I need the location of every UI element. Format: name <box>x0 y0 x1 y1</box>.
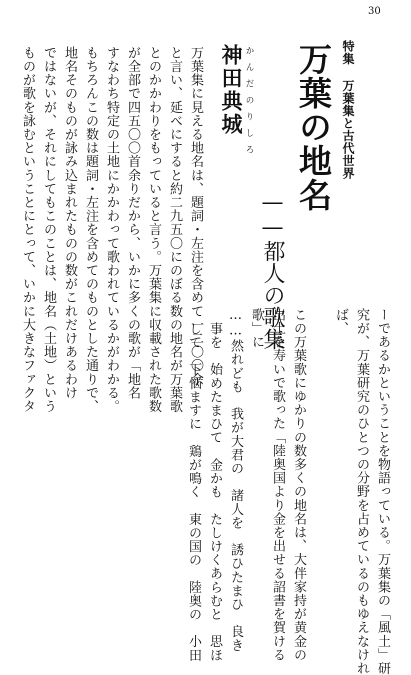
article-subtitle: ——都人の歌集 <box>260 190 285 350</box>
body-column: と言い、延べにすると約二九五〇にのぼる数の地名が万葉歌 <box>167 46 182 414</box>
body-column: もちろんこの数は題詞・左注を含めてのものとした通りで、 <box>83 46 98 414</box>
article-title: 万葉の地名 <box>294 42 333 212</box>
body-column: とのかかわりをもっていると言う。万葉集に収載された歌数 <box>146 46 161 414</box>
body-column: が全部で四五〇〇首余りだから、いかに多くの歌が「地名 <box>125 46 140 400</box>
poem-column: 事を 始めたまひて 金かも たしけくあらむと 思ほ <box>207 322 222 662</box>
author-name: 神田典城 <box>219 44 244 136</box>
body-column: 出土を寿いで歌った「陸奥国より金を出せる詔書を賀ける <box>270 308 285 662</box>
body-column: 究が、万葉研究のひとつの分野を占めているのもゆえなけれ <box>354 308 369 675</box>
feature-label: 特集 万葉集と古代世界 <box>341 40 355 180</box>
page-number: 30 <box>368 6 381 17</box>
body-column: 万葉集に見える地名は、題詞・左注を含めて一二〇〇余 <box>188 46 203 386</box>
poem-column: して 下悩ますに 鶏が鳴く 東の国の 陸奥の 小田 <box>186 322 201 662</box>
body-column: ーであるかということを物語っている。万葉集の「風土」研 <box>375 308 390 675</box>
body-column: ものが歌を詠むということにとって、いかに大きなファクタ <box>20 46 35 414</box>
author-ruby: かんだのりしろ <box>244 46 254 162</box>
body-column: この万葉歌にゆかりの数多くの地名は、大伴家持が黄金の <box>291 308 306 662</box>
poem-column: ……然れども 我が大君の 諸人を 誘ひたまひ 良き <box>228 308 243 652</box>
body-column: ば、 <box>333 308 348 336</box>
body-column: 地名そのものが詠み込まれたものの数がこれだけあるわけ <box>62 46 77 400</box>
body-column: ではないが、それにしてもこのことは、地名（土地）という <box>41 46 56 414</box>
body-column: すなわち特定の土地にかかわって歌われているかがわかる。 <box>104 46 119 414</box>
body-column: 歌」に <box>249 308 264 349</box>
